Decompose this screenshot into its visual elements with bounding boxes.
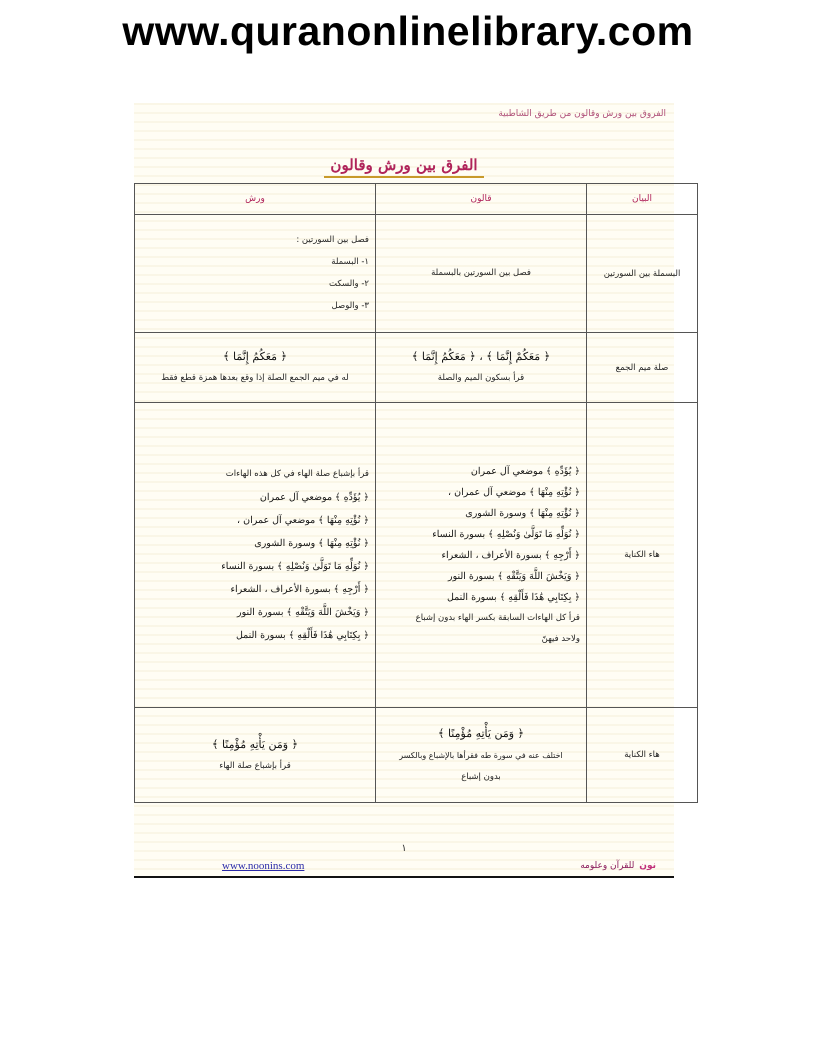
- warsh-cell: [135, 333, 376, 403]
- cell-text: فصل بين السورتين :: [296, 235, 369, 245]
- table-row: [135, 215, 698, 333]
- table-row: [135, 403, 698, 708]
- row-label: هاء الكناية: [587, 403, 698, 708]
- differences-table: [134, 183, 698, 803]
- ayah-text: ﴿ أَرْجِهِ ﴾ بسورة الأعراف ، الشعراء: [441, 549, 580, 561]
- ayah-text: ﴿ مَعَكُمْ إِنَّمَا ﴾ ، ﴿ مَعَكُمُ إِنَّمَا ﴾: [411, 350, 551, 363]
- brand-logo: نون: [639, 861, 656, 871]
- brand-text: للقرآن وعلومه: [580, 861, 635, 871]
- table-row: [135, 708, 698, 803]
- ayah-text: ﴿ بِكِتَابِي هَٰذَا فَأَلْقِهِ ﴾ بسورة النمل: [235, 630, 369, 641]
- document-page: [134, 103, 681, 878]
- warsh-cell: [135, 403, 376, 708]
- footer-rule: [134, 876, 674, 878]
- cell-text: قرأ بسكون الميم والصلة: [437, 373, 525, 383]
- ayah-text: ﴿ أَرْجِهِ ﴾ بسورة الأعراف ، الشعراء: [230, 584, 369, 595]
- cell-text: ١- البسملة: [331, 257, 369, 267]
- cell-text: اختلف عنه في سورة طه فقرأها بالإشباع وبالكسر: [399, 750, 563, 760]
- cell-text: له في ميم الجمع الصلة إذا وقع بعدها همزة قطع فقط: [161, 373, 349, 383]
- ayah-text: ﴿ وَمَن يَأْتِهِ مُؤْمِنًا ﴾: [212, 737, 298, 751]
- site-banner: www.quranonlinelibrary.com: [122, 8, 694, 54]
- ayah-text: ﴿ نُؤْتِهِ مِنْهَا ﴾ موضعي آل عمران ،: [237, 515, 369, 526]
- cell-text: قرأ كل الهاءات السابقة بكسر الهاء بدون إشباع: [415, 612, 580, 623]
- cell-text: قرأ بإشباع صلة الهاء: [219, 760, 291, 771]
- row-label: البسملة بين السورتين: [587, 215, 698, 333]
- header-qalun: قالون: [376, 184, 587, 215]
- row-label: هاء الكناية: [587, 708, 698, 803]
- header-bayan: البيان: [587, 184, 698, 215]
- ayah-text: ﴿ بِكِتَابِي هَٰذَا فَأَلْقِهِ ﴾ بسورة النمل: [446, 591, 580, 603]
- warsh-cell: [135, 215, 376, 333]
- qalun-cell: [376, 403, 587, 708]
- qalun-cell: [376, 708, 587, 803]
- document-title-text: الفرق بين ورش وقالون: [324, 156, 483, 178]
- ayah-text: ﴿ وَيَخْشَ اللَّهَ وَيَتَّقْهِ ﴾ بسورة النور: [237, 607, 369, 618]
- warsh-cell: [135, 708, 376, 803]
- qalun-cell: [376, 333, 587, 403]
- table-header-row: [135, 184, 698, 215]
- ayah-text: ﴿ نُؤْتِهِ مِنْهَا ﴾ وسورة الشورى: [465, 507, 580, 519]
- cell-text: فصل بين السورتين بالبسملة: [431, 268, 531, 278]
- row-label: صلة ميم الجمع: [587, 333, 698, 403]
- cell-text: ٣- والوصل: [331, 301, 369, 311]
- ayah-text: ﴿ نُؤْتِهِ مِنْهَا ﴾ موضعي آل عمران ،: [448, 486, 580, 498]
- table-row: [135, 333, 698, 403]
- ayah-text: ﴿ نُوَلِّهِ مَا تَوَلَّىٰ وَنُصْلِهِ ﴾ بسورة النساء: [221, 561, 369, 572]
- ayah-text: ﴿ نُوَلِّهِ مَا تَوَلَّىٰ وَنُصْلِهِ ﴾ بسورة النساء: [432, 528, 580, 540]
- document-title: [134, 155, 674, 178]
- ayah-text: ﴿ يُؤَدِّهِ ﴾ موضعي آل عمران: [470, 465, 580, 477]
- ayah-text: ﴿ نُؤْتِهِ مِنْهَا ﴾ وسورة الشورى: [254, 538, 369, 549]
- header-warsh: ورش: [135, 184, 376, 215]
- ayah-text: ﴿ مَعَكُمُ إِنَّمَا ﴾: [223, 350, 287, 363]
- page-number: ١: [401, 843, 407, 854]
- ayah-text: ﴿ يُؤَدِّهِ ﴾ موضعي آل عمران: [259, 492, 369, 503]
- ayah-text: ﴿ وَمَن يَأْتِهِ مُؤْمِنًا ﴾: [438, 726, 524, 740]
- running-header: الفروق بين ورش وقالون من طريق الشاطبية: [498, 109, 666, 119]
- ayah-text: ﴿ وَيَخْشَ اللَّهَ وَيَتَّقْهِ ﴾ بسورة النور: [448, 570, 580, 582]
- cell-text: بدون إشباع: [461, 771, 501, 782]
- footer-brand: [580, 861, 656, 871]
- footer-link[interactable]: www.noonins.com: [222, 860, 305, 872]
- qalun-cell: [376, 215, 587, 333]
- cell-text: ولاحد فيهنّ: [541, 633, 580, 644]
- cell-text: ٢- والسكت: [328, 279, 369, 289]
- cell-text: قرأ بإشباع صلة الهاء في كل هذه الهاءات: [225, 469, 369, 479]
